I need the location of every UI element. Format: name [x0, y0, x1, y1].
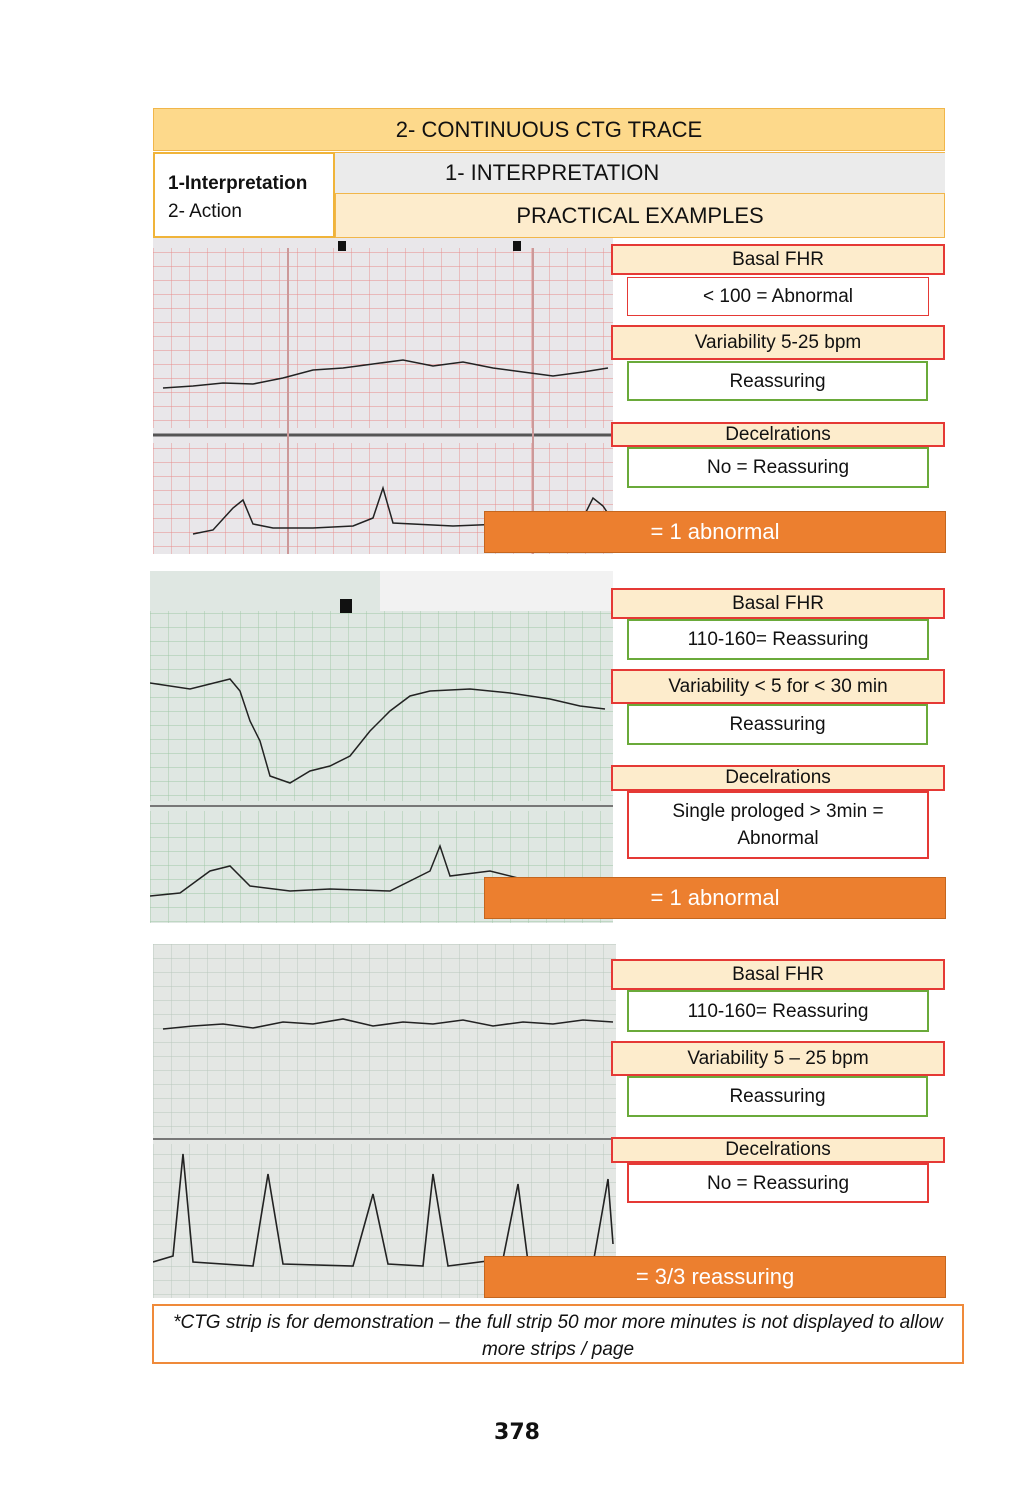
nav-box	[153, 152, 335, 238]
result-banner-3: = 3/3 reassuring	[484, 1256, 946, 1298]
ctg-strip-photo-2	[150, 571, 613, 923]
basal-fhr-value-2: 110-160= Reassuring	[627, 619, 929, 660]
result-banner-1: = 1 abnormal	[484, 511, 946, 553]
basal-fhr-label-1: Basal FHR	[611, 244, 945, 275]
ctg-strip-photo-1	[153, 238, 613, 554]
basal-fhr-value-3: 110-160= Reassuring	[627, 990, 929, 1032]
variability-label-3: Variability 5 – 25 bpm	[611, 1041, 945, 1076]
decelerations-label-3: Decelrations	[611, 1137, 945, 1163]
nav-item-interpretation[interactable]: 1-Interpretation	[168, 173, 308, 194]
basal-fhr-label-3: Basal FHR	[611, 959, 945, 990]
subsection-title: 1- INTERPRETATION	[335, 152, 945, 193]
variability-value-2: Reassuring	[627, 704, 928, 745]
footnote: *CTG strip is for demonstration – the full strip 50 mor more minutes is not displayed to allow more strips / page	[152, 1304, 964, 1364]
decelerations-value-2: Single prologed > 3min = Abnormal	[627, 791, 929, 859]
decelerations-value-3: No = Reassuring	[627, 1163, 929, 1203]
variability-value-1: Reassuring	[627, 361, 928, 401]
variability-value-3: Reassuring	[627, 1076, 928, 1117]
examples-heading: PRACTICAL EXAMPLES	[335, 193, 945, 238]
basal-fhr-label-2: Basal FHR	[611, 588, 945, 619]
variability-label-2: Variability < 5 for < 30 min	[611, 669, 945, 704]
result-banner-2: = 1 abnormal	[484, 877, 946, 919]
page-number: 378	[494, 1420, 540, 1445]
basal-fhr-value-1: < 100 = Abnormal	[627, 277, 929, 316]
ctg-strip-photo-3	[153, 944, 616, 1298]
decelerations-label-1: Decelrations	[611, 422, 945, 447]
decelerations-label-2: Decelrations	[611, 765, 945, 791]
variability-label-1: Variability 5-25 bpm	[611, 325, 945, 360]
nav-item-action[interactable]: 2- Action	[168, 201, 242, 222]
decelerations-value-1: No = Reassuring	[627, 447, 929, 488]
section-title: 2- CONTINUOUS CTG TRACE	[153, 108, 945, 151]
